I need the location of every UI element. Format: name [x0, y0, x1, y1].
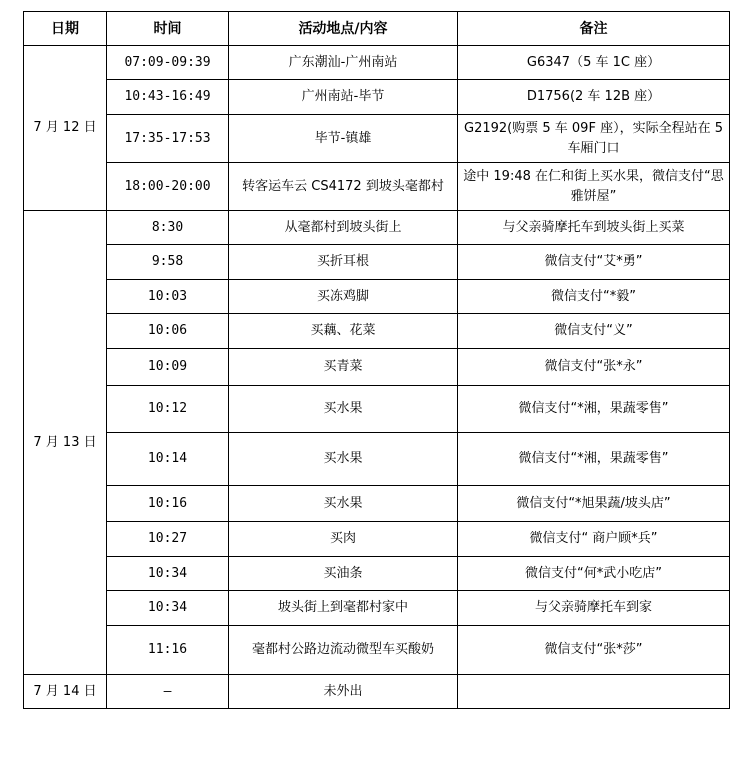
note-cell: 微信支付“艾*勇”	[458, 245, 730, 280]
note-cell: G6347（5 车 1C 座）	[458, 46, 730, 80]
place-cell: 转客运车云 CS4172 到坡头毫都村	[229, 163, 458, 211]
table-row	[24, 314, 730, 349]
time-cell: 10:43-16:49	[107, 80, 229, 115]
time-cell: 17:35-17:53	[107, 115, 229, 163]
time-cell: 9:58	[107, 245, 229, 280]
time-cell: —	[107, 675, 229, 709]
time-cell: 11:16	[107, 626, 229, 675]
time-cell: 10:34	[107, 591, 229, 626]
header-time: 时间	[107, 12, 229, 46]
note-cell: D1756(2 车 12B 座）	[458, 80, 730, 115]
note-cell: G2192(购票 5 车 09F 座），实际全程站在 5 车厢门口	[458, 115, 730, 163]
place-cell: 毫都村公路边流动微型车买酸奶	[229, 626, 458, 675]
time-cell: 10:09	[107, 349, 229, 386]
place-cell: 从毫都村到坡头街上	[229, 211, 458, 245]
place-cell: 买油条	[229, 557, 458, 591]
time-cell: 8:30	[107, 211, 229, 245]
table-row	[24, 591, 730, 626]
table-row	[24, 245, 730, 280]
table-row	[24, 675, 730, 709]
time-cell: 10:34	[107, 557, 229, 591]
place-cell: 未外出	[229, 675, 458, 709]
place-cell: 买水果	[229, 433, 458, 486]
note-cell: 微信支付“张*永”	[458, 349, 730, 386]
header-place: 活动地点/内容	[229, 12, 458, 46]
table-row	[24, 386, 730, 433]
time-cell: 07:09-09:39	[107, 46, 229, 80]
table-row	[24, 626, 730, 675]
time-cell: 10:03	[107, 280, 229, 314]
table-row	[24, 163, 730, 211]
time-cell: 10:16	[107, 486, 229, 522]
table-row	[24, 522, 730, 557]
note-cell: 微信支付“*湘，果蔬零售”	[458, 433, 730, 486]
note-cell: 与父亲骑摩托车到坡头街上买菜	[458, 211, 730, 245]
place-cell: 买青菜	[229, 349, 458, 386]
date-cell: 7 月 14 日	[24, 675, 107, 709]
table-row	[24, 46, 730, 80]
place-cell: 广州南站-毕节	[229, 80, 458, 115]
note-cell: 微信支付“*旭果蔬/坡头店”	[458, 486, 730, 522]
itinerary-table	[23, 11, 730, 709]
place-cell: 毕节-镇雄	[229, 115, 458, 163]
date-cell: 7 月 13 日	[24, 211, 107, 675]
table-row	[24, 349, 730, 386]
time-cell: 18:00-20:00	[107, 163, 229, 211]
place-cell: 广东潮汕-广州南站	[229, 46, 458, 80]
table-row	[24, 557, 730, 591]
table-row	[24, 433, 730, 486]
time-cell: 10:14	[107, 433, 229, 486]
note-cell: 与父亲骑摩托车到家	[458, 591, 730, 626]
place-cell: 坡头街上到毫都村家中	[229, 591, 458, 626]
table-row	[24, 211, 730, 245]
place-cell: 买水果	[229, 386, 458, 433]
header-date: 日期	[24, 12, 107, 46]
note-cell: 微信支付“ 商户顾*兵”	[458, 522, 730, 557]
date-cell: 7 月 12 日	[24, 46, 107, 211]
header-note: 备注	[458, 12, 730, 46]
note-cell: 微信支付“张*莎”	[458, 626, 730, 675]
table-row	[24, 486, 730, 522]
table-row	[24, 280, 730, 314]
note-cell: 微信支付“何*武小吃店”	[458, 557, 730, 591]
place-cell: 买折耳根	[229, 245, 458, 280]
time-cell: 10:06	[107, 314, 229, 349]
place-cell: 买水果	[229, 486, 458, 522]
time-cell: 10:27	[107, 522, 229, 557]
note-cell: 途中 19:48 在仁和街上买水果，微信支付“思雅饼屋”	[458, 163, 730, 211]
table-row	[24, 115, 730, 163]
header-row	[24, 12, 730, 46]
table-row	[24, 80, 730, 115]
place-cell: 买藕、花菜	[229, 314, 458, 349]
place-cell: 买肉	[229, 522, 458, 557]
note-cell: 微信支付“*湘，果蔬零售”	[458, 386, 730, 433]
note-cell: 微信支付“义”	[458, 314, 730, 349]
note-cell	[458, 675, 730, 709]
time-cell: 10:12	[107, 386, 229, 433]
place-cell: 买冻鸡脚	[229, 280, 458, 314]
note-cell: 微信支付“*毅”	[458, 280, 730, 314]
